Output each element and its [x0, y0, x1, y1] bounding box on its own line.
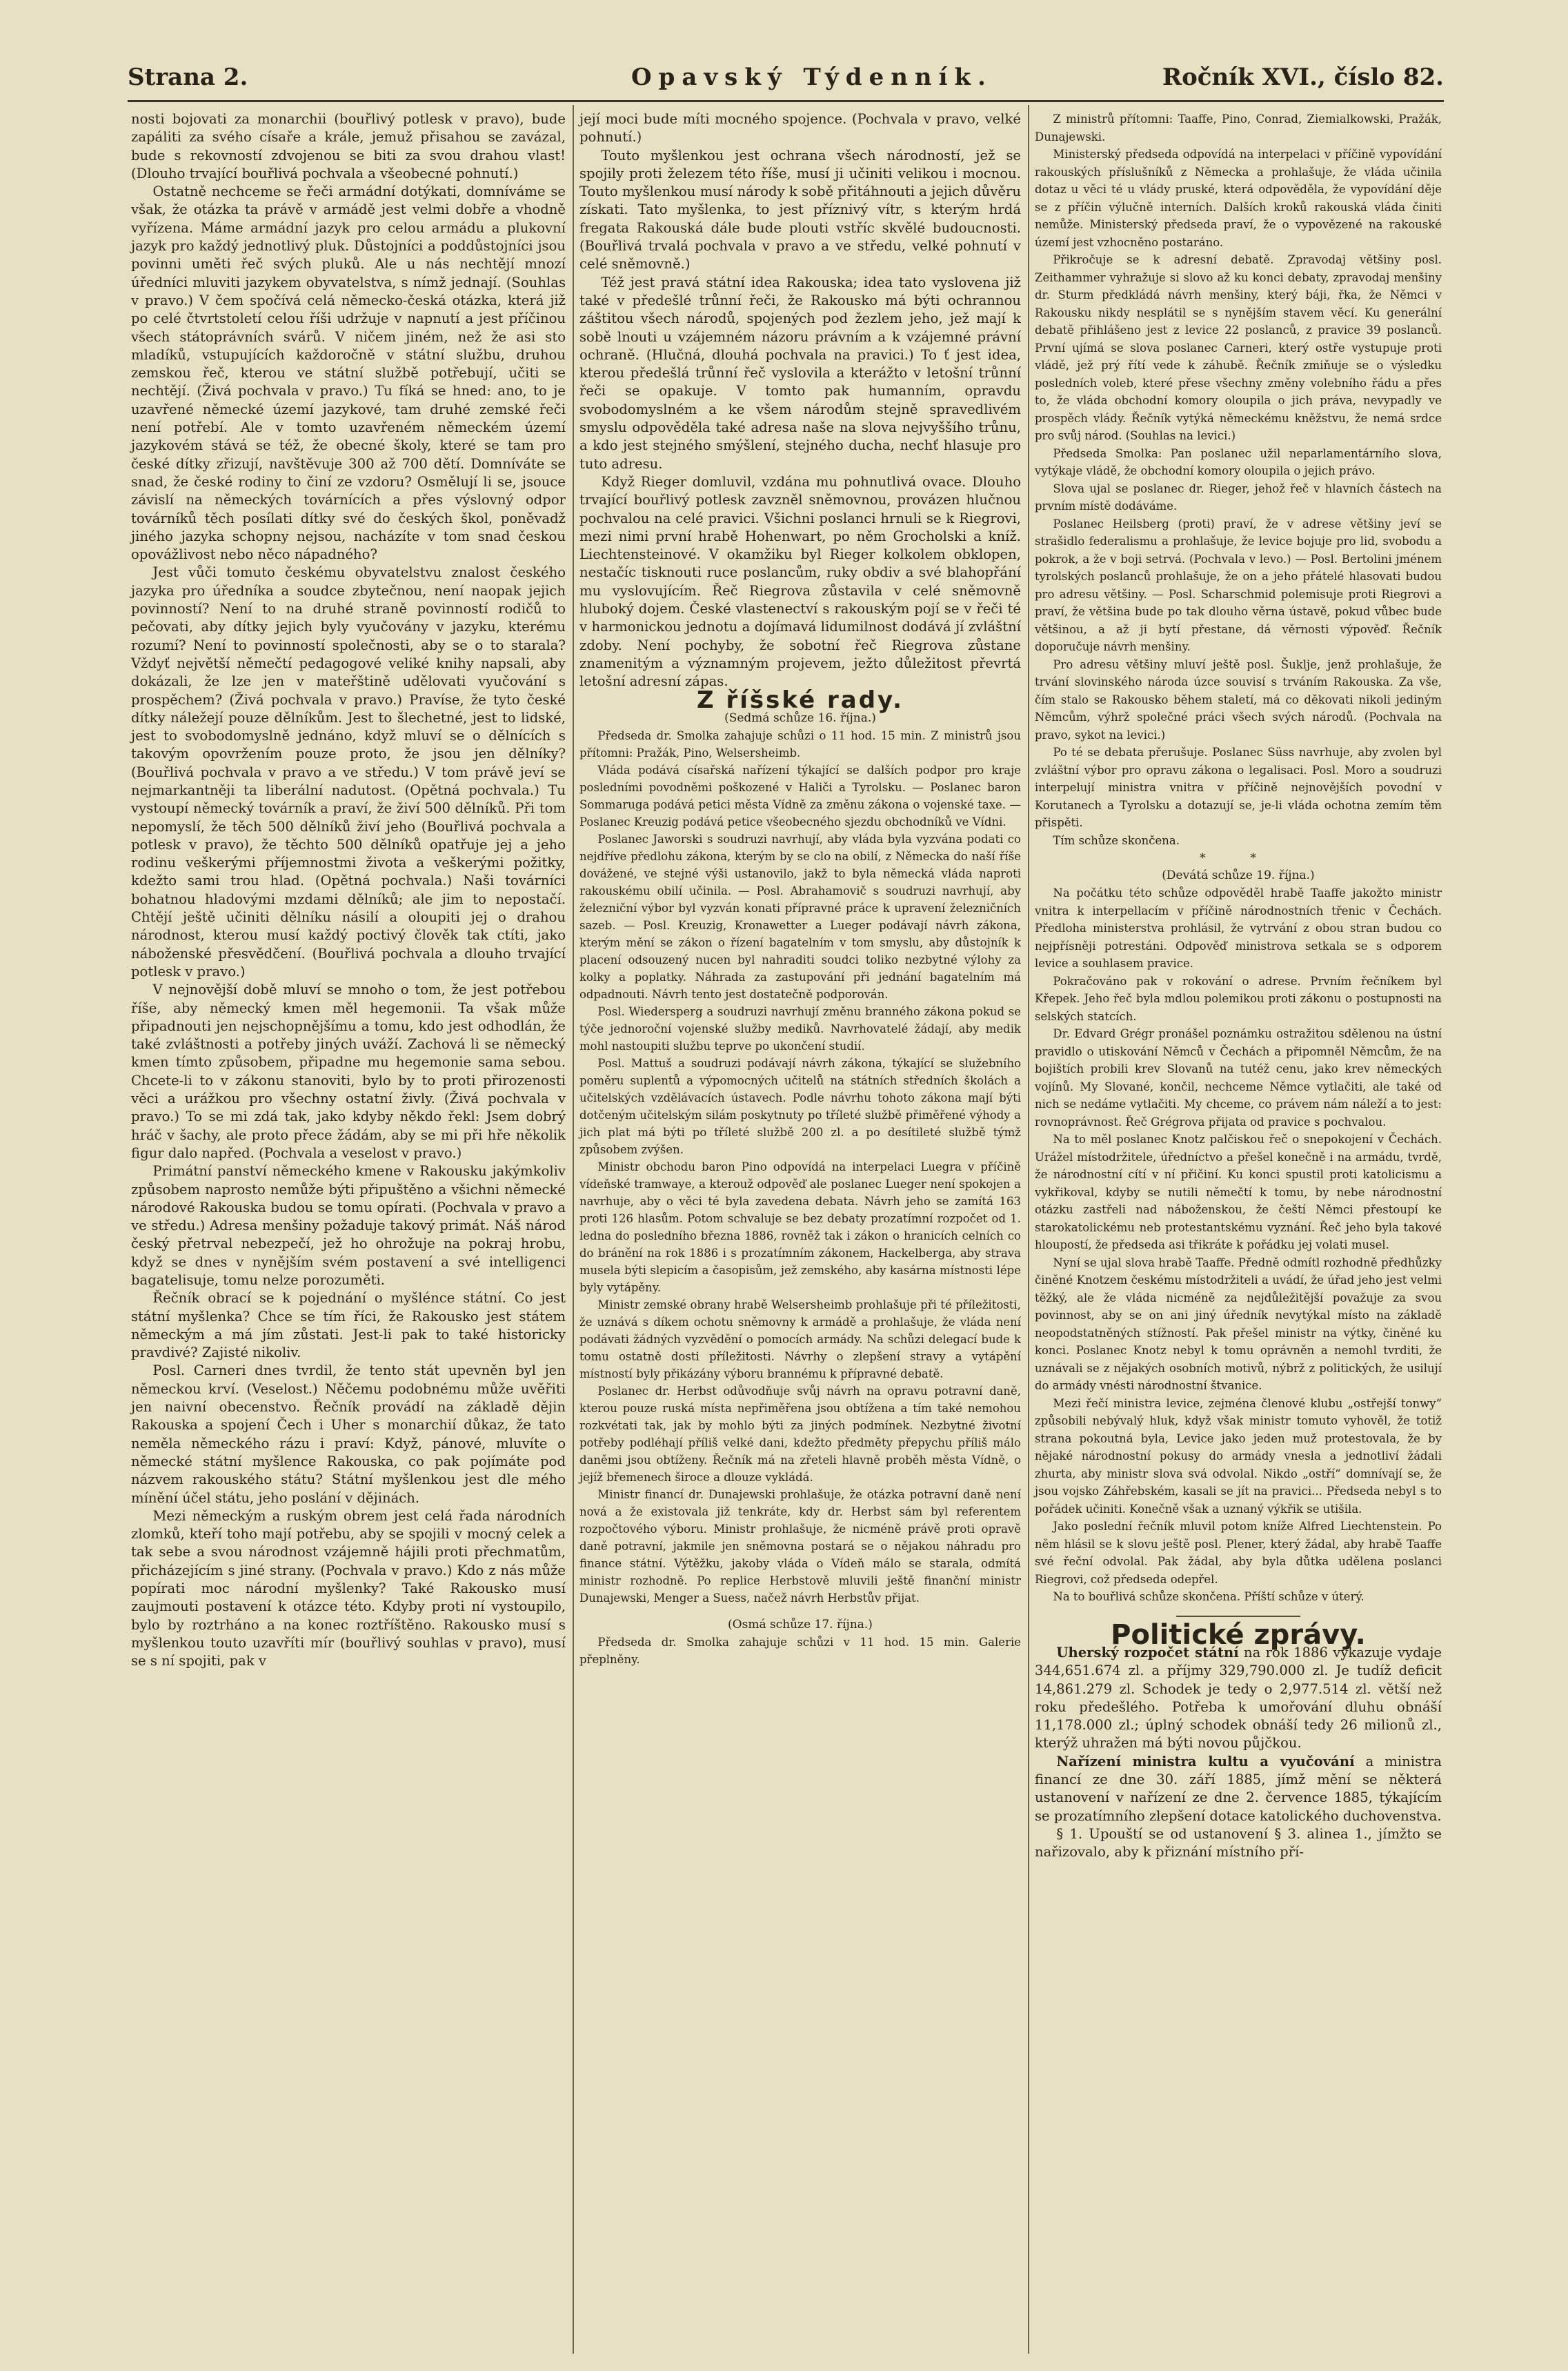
- paragraph: Předseda Smolka: Pan poslanec užil neparlamentárního slova, vytýkaje vládě, že obchodní komory oloupila o jejich právo.: [1035, 446, 1442, 477]
- paragraph: Posl. Carneri dnes tvrdil, že tento stát upevněn byl jen německou krví. (Veselost.) Něčemu podobnému může uvěřiti jen naivní obecenstvo. Řečník provádí na základě dějin Rakouska a spojení Čech i Uher s monarchií důkaz, že tato neměla německého rázu i praví: Když, pánové, mluvíte o německé státní myšlence Rakouska, co pak pojímáte pod názvem rakouského státu? Státní myšlenkou jest dle mého mínění účel státu, jeho poslání v dějinách.: [131, 1362, 566, 1506]
- paragraph: Tím schůze skončena.: [1053, 833, 1180, 847]
- paragraph: Nyní se ujal slova hrabě Taaffe. Předně odmítl rozhodně předhůzky činěné Knotzem českému místodržiteli a uvádí, že úřad jeho jest velmi těžký, ale že vláda nicméně za nejdůležitější považuje za svou povinnost, aby se on ani jiný úředník nevytýkal místo na základě neopodstatněných stížností. Pak přešel ministr na výtky, činěné ku konci. Poslanec Knotz nebyl k tomu oprávněn a nemohl tvrditi, že uznávali se z nějakých osobních motivů, nýbrž z politických, že usilují do armády vnésti národnostní štvanice.: [1035, 1256, 1442, 1392]
- paragraph: [1035, 1644, 1442, 1753]
- column-3: [1035, 110, 1442, 1862]
- paragraph: Ministerský předseda odpovídá na interpelaci v příčině vypovídání rakouských příslušníků z Německa a prohlašuje, že vláda učinila dotaz u věci té u vlády pruské, která odpověděla, že vypovídání děje se z příčin výlučně interních. Dalších kroků rakouská vláda činiti nemůže. Ministerský předseda praví, že o vypovězené na rakouské území jest vzhocněno postaráno.: [1035, 148, 1442, 249]
- section-subtitle-2: (Osmá schůze 17. října.): [728, 1618, 873, 1632]
- paragraph: Ministr zemské obrany hrabě Welsersheimb prohlašuje při té příležitosti, že uznává s díkem ochotu sněmovny k armádě a prohlašuje, že vláda není podávati žádných vyzvědění o pomocích armády. Na schůzi delegací bude k tomu ostatně dosti příležitosti. Návrhy o zlepšení stravy a vytápění místností byly přikázány výboru brannému k přípravné debatě.: [579, 1298, 1021, 1381]
- column-2: [579, 110, 1021, 1668]
- bold-lead: Uherský rozpočet státní: [1056, 1645, 1239, 1660]
- paragraph: Touto myšlenkou jest ochrana všech národností, jež se spojily proti železem této říše, musí ji učiniti velikou i mocnou. Touto myšlenkou musí národy k sobě přitáhnouti a jejich důvěru získati. Tato myšlenka, to jest příznivý vítr, s kterým hrdá fregata Rakouská dále bude plouti vstříc skvělé budoucnosti. (Bouřlivá trvalá pochvala v pravo a ve středu, velké pohnutí v celé sněmovně.): [579, 147, 1021, 272]
- politicke-body: [1035, 1644, 1442, 1862]
- section-separator: * *: [1200, 851, 1277, 864]
- section-subtitle-3: (Devátá schůze 19. října.): [1162, 868, 1315, 882]
- paragraph: Jako poslední řečník mluvil potom kníže Alfred Liechtenstein. Po něm hlásil se k slovu ještě posl. Plener, který žádal, aby hrabě Taaffe své řeční odvolal. Pak žádal, aby byla důtka udělena poslanci Riegrovi, což předseda odepřel.: [1035, 1520, 1442, 1586]
- paragraph: Z ministrů přítomni: Taaffe, Pino, Conrad, Ziemialkowski, Pražák, Dunajewski.: [1035, 112, 1442, 143]
- issue-number: Ročník XVI., číslo 82.: [1162, 63, 1444, 91]
- section-title-politicke: Politické zprávy.: [1111, 1618, 1366, 1651]
- paragraph: nosti bojovati za monarchii (bouřlivý potlesk v pravo), bude zapáliti za svého císaře a krále, jemuž přisahou se zavázal, bude s rekovností zdvojenou se biti za svou drahou vlast! (Dlouho trvající bouřlivá pochvala a všeobecné pohnutí.): [131, 111, 566, 181]
- column-1: [131, 110, 566, 1671]
- column-divider-1: [573, 105, 574, 2354]
- paragraph: Po té se debata přerušuje. Poslanec Süss navrhuje, aby zvolen byl zvláštní výbor pro opravu zákona o legalisaci. Posl. Moro a soudruzi interpelují ministra vnitra v příčině nejnovějších povodní v Korutanech a Tyrolsku a dotazují se, je-li vláda ochotna zemím těm přispěti.: [1035, 746, 1442, 829]
- paragraph: V nejnovější době mluví se mnoho o tom, že jest potřebou říše, aby německý kmen měl hegemonii. Ta však může připadnouti jen nejschopnějšímu a tomu, kdo jest odhodlán, že také zvláštnosti a potřeby jiných uváží. Zachová li se německý kmen tímto způsobem, připadne mu hegemonie sama sebou. Chcete-li to v zákonu stanoviti, bylo by to proti přirozenosti věci a urážkou pro všechny ostatní živly. (Živá pochvala v pravo.) To se mi zdá tak, jako kdyby někdo řekl: Jsem dobrý hráč v šachy, ale proto přece žádám, aby se mi při hře několik figur dalo napřed. (Pochvala a veselost v pravo.): [131, 982, 566, 1161]
- header-rule: [128, 100, 1444, 102]
- paragraph: Přikročuje se k adresní debatě. Zpravodaj většiny posl. Zeithammer vyhražuje si slovo až ku konci debaty, zpravodaj menšiny dr. Sturm předkládá návrh menšiny, který báji, řka, že Němci v Rakousku nikdy nesplátil se s nynějším stavem věcí. Ku generální debatě přihlášeno jest z levice 22 poslanců, z pravice 39 poslanců. První ujímá se slova poslanec Carneri, který ostře vystupuje proti vládě, jež prý řítí vede k záhubě. Řečník zmiňuje se o výsledku posledních voleb, které přese všechny změny volebního řádu a přes to, že vláda obchodní komory oloupila o jich práva, nevypadly ve prospěch vlády. Řečník vytýká německému kněžstvu, že nemá srdce pro svůj národ. (Souhlas na levici.): [1035, 253, 1442, 442]
- paragraph: Dr. Edvard Grégr pronášel poznámku ostražitou sdělenou na ústní pravidlo o utiskování Němců v Čechách a připomněl Němcům, že na bojištích probili krev Slovanů na tutéž cenu, jako krev německých vojínů. My Slované, končil, nechceme Němce vytlačiti, ale také od nich se nedáme vytlačiti. My chceme, co právem nám náleží a to jest: rovnoprávnost. Řeč Grégrova přijata od pravice s pochvalou.: [1035, 1027, 1442, 1129]
- column-divider-2: [1028, 105, 1029, 2354]
- section-title-rada: Z říšské rady.: [697, 686, 904, 714]
- paragraph-text: a ministra financí ze dne 30. září 1885, jímž mění se některá ustanovení v nařízení ze dne 2. července 1885, týkajícím se prozatímního zlepšení dotace katolického duchovenstva.: [1035, 1753, 1442, 1824]
- paragraph: její moci bude míti mocného spojence. (Pochvala v pravo, velké pohnutí.): [579, 111, 1021, 146]
- paragraph: [1035, 1753, 1442, 1825]
- page-number: Strana 2.: [128, 63, 248, 91]
- paragraph: Předseda dr. Smolka zahajuje schůzi v 11 hod. 15 min. Galerie přeplněny.: [579, 1636, 1021, 1667]
- newspaper-title: Opavský Týdenník.: [631, 63, 993, 91]
- paragraph: Ministr financí dr. Dunajewski prohlašuje, že otázka potravní daně není nová a že existovala již tenkráte, kdy dr. Herbst sám byl referentem rozpočtového výboru. Ministr prohlašuje, že nicméně právě proti opravě daně potravní, jakmile jen sněmovna postará se o nějakou náhradu pro finance státní. Výtěžku, jakoby vláda o Vídeň málo se starala, odmítá ministr rozhodně. Po replice Herbstově mluvili ještě finanční ministr Dunajewski, Menger a Suess, načež návrh Herbstův přijat.: [579, 1488, 1021, 1605]
- paragraph: Primátní panství německého kmene v Rakousku jakýmkoliv způsobem naprosto nemůže býti připuštěno a všichni německé národové Rakouska budou se tomu opírati. (Pochvala v pravo a ve středu.) Adresa menšiny požaduje takový primát. Náš národ český přetrval nebezpečí, jež ho ohrožuje na pokraj hrobu, když se dnes v nynějším svém postavení a své intelligenci bagatelisuje, tomu nelze porozuměti.: [131, 1163, 566, 1288]
- paragraph: Jest vůči tomuto českému obyvatelstvu znalost českého jazyka pro úředníka a soudce zbytečnou, není naopak jejich povinností? Není to na druhé straně povinností rodičů to pečovati, aby dítky jejich byly vyučovány v jazyku, kterému rozumí? Není to povinností společnosti, aby se o to starala? Vždyť největší němečtí pedagogové veliké knihy napsali, aby dokázali, že lze jen v mateřštině udělovati vyučování s prospěchem? (Živá pochvala v pravo.) Pravíse, že tyto české dítky náležejí pouze dělníkům. Jest to šlechetné, jest to lidské, jest to svobodomyslně jednáno, když mluví se o dělnících s takovým opovržením pouze proto, že jsou jen dělníky? (Bouřlivá pochvala v pravo a ve středu.) V tom právě jeví se nejmarkantněji ta liberální nadutost. (Opětná pochvala.) Tu vystoupí německý továrník a praví, že živí 500 dělníků. Při tom nepomyslí, že těch 500 dělníků živí jeho (Bouřlivá pochvala a potlesk v pravo), že těchto 500 dělníků opatřuje jej a jeho rodinu veškerými příjemnostmi života a veškerými požitky, kdežto sami trou hlad. (Opětná pochvala.) Naši továrníci bohatnou hladovými mzdami dělníků; ale jim to nepostačí. Chtějí ještě učiniti dělníku násilí a oloupiti jej o drahou národnost, kterou musí každý poctivý člověk tak ctíti, jako náboženské přesvědčení. (Bouřlivá pochvala a dlouho trvající potlesk v pravo.): [131, 564, 566, 980]
- paragraph: Poslanec dr. Herbst odůvodňuje svůj návrh na opravu potravní daně, kterou pouze ruská místa nepřiměřena jsou obtížena a tím také nemohou rozkvétati tak, jak by mohlo býti za jiných podmínek. Nezbytné životní potřeby podléhají příliš velké dani, kdežto předměty přepychu příliš málo daněmi jsou obtíženy. Řečník má na zřeteli hlavně proběh města Vídně, o jejíž břemenech široce a dlouze vykládá.: [579, 1385, 1021, 1485]
- paragraph: Ostatně nechceme se řeči armádní dotýkati, domníváme se však, že otázka ta právě v armádě jest velmi dobře a vhodně vyřízena. Máme armádní jazyk pro celou armádu a plukovní jazyk pro každý jednotlivý pluk. Důstojníci a poddůstojníci jsou povinni uměti řeč svých pluků. Ale u nás nechtějí mnozí úředníci mluviti jazykem obyvatelstva, s nímž jednají. (Souhlas v pravo.) V čem spočívá celá německo-česká otázka, která již po celé čtvrtstoletí celou říši udržuje v napnutí a jest příčinou všech státoprávních svárů. V ničem jiném, než že asi sto mladíků, vstupujících každoročně v státní službu, druhou zemskou řeč, kterou ve státní službě potřebují, učiti se nechtějí. (Živá pochvala v pravo.) Tu fíká se hned: ano, to je uzavřené německé území jazykové, tam druhé zemské řeči není potřebí. Ale v tomto uzavřeném německém území jazykovém stává se též, že obecné školy, které se tam pro české dítky zřizují, navštěvuje 300 až 700 dětí. Domníváte se snad, že české rodiny to činí ze vzdoru? Osmělují li se, jsouce závislí na německých továrnících a přes výslovný odpor továrníků těch posílati dítky své do českých škol, poněvadž jiného jazyka schopny nejsou, nacházíte v tom snad českou opovážlivost nebo něco nápadného?: [131, 183, 566, 563]
- paragraph: Posl. Wiedersperg a soudruzi navrhují změnu branného zákona pokud se týče jednoroční vojenské služby mediků. Navrhovatelé žádají, aby medik mohl nastoupiti službu teprve po ukončení studií.: [579, 1005, 1021, 1053]
- paragraph: Na to bouřlivá schůze skončena. Příští schůze v úterý.: [1053, 1590, 1364, 1603]
- paragraph: Pokračováno pak v rokování o adrese. Prvním řečníkem byl Křepek. Jeho řeč byla mdlou polemikou proti zákonu o postupnosti na selských statcích.: [1035, 974, 1442, 1023]
- paragraph: Pro adresu většiny mluví ještě posl. Šuklje, jenž prohlašuje, že trvání slovinského národa úzce souvisí s trváním Rakouska. Za vše, čím stalo se Rakousko během staletí, má co děkovati nikoli jediným Němcům, výhrž společné práci všech svých národů. (Pochvala na pravo, sykot na levici.): [1035, 657, 1442, 742]
- paragraph: Poslanec Heilsberg (proti) praví, že v adrese většiny jeví se strašidlo federalismu a prohlašuje, že levice bojuje pro lid, svobodu a pokrok, a že v boji setrvá. (Pochvala v levo.) — Posl. Bertolini jménem tyrolských poslanců prohlašuje, že on a jeho přátelé hlasovati budou pro adresu většiny. — Posl. Scharschmid polemisuje proti Riegrovi a praví, že většina bude po tak dlouho věrna ústavě, pokud vůbec bude většinou, a až ji bytí přestane, dá věrnosti výpověď. Řečník doporučuje návrh menšiny.: [1035, 517, 1442, 653]
- paragraph: Řečník obrací se k pojednání o myšlénce státní. Co jest státní myšlenka? Chce se tím říci, že Rakousko jest státem německým a má jím zůstati. Jest-li pak to také historicky pravdivé? Zajisté nikoliv.: [131, 1290, 566, 1361]
- paragraph: Mezi řečí ministra levice, zejména členové klubu „ostřejší tonwy“ způsobili nebývalý hluk, když však ministr tomuto vyhověl, že totiž strana pokoutná byla, Levice jako jeden muž protestovala, že by nějaké národnostní pokusy do armády vnesla a jednotliví žádali zhurta, aby ministr slova svá odvolal. Nikdo „ostří“ domnívají se, že jsou vojsko Záhřebském, kasali se jít na pravici... Předseda nebyl s to pořádek učiniti. Konečně však a uznaný výkřik se utišila.: [1035, 1396, 1442, 1516]
- divider-rule: [1176, 1616, 1300, 1617]
- paragraph: Též jest pravá státní idea Rakouska; idea tato vyslovena již také v předešlé trůnní řeči, že Rakousko má býti ochrannou záštitou všech národů, spojených pod žezlem jeho, jež mají k sobě lnouti u vzájemném názoru právním a k vzájemné právní ochraně. (Hlučná, dlouhá pochvala na pravici.) To ť jest idea, kterou předešlá trůnní řeč vyslovila a kterážto v letošní trůnní řeči se opakuje. V tomto pak humanním, opravdu svobodomyslném a ke všem národům stejně spravedlivém smyslu odpověděla také adresa naše na slova nejvyššího trůnu, a kdo jest stejného smýšlení, stejného ducha, nechť hlasuje pro tuto adresu.: [579, 274, 1021, 472]
- page-header: [128, 63, 1444, 105]
- paragraph: Mezi německým a ruským obrem jest celá řada národních zlomků, kteří toho mají potřebu, aby se spojili v mocný celek a tak sebe a svou národnost vzájemně hájili proti přechmatům, přicházejícím s jiné strany. (Pochvala v pravo.) Kdo z nás může popírati moc národní myšlenky? Také Rakousko musí zaujmouti postavení k otázce této. Kdyby proti ní vystoupilo, bylo by roztrháno a na konec roztříštěno. Rakousko musí s myšlenkou touto uzavříti mír (bouřlivý souhlas v pravo), musí se s ní spojiti, pak v: [131, 1507, 566, 1669]
- paragraph: § 1. Upouští se od ustanovení § 3. alinea 1., jímžto se nařizovalo, aby k přiznání místního pří-: [1035, 1825, 1442, 1861]
- paragraph: Posl. Mattuš a soudruzi podávají návrh zákona, týkající se služebního poměru suplentů a výpomocných učitelů na státních středních školách a učitelských vzdělávacích ústavech. Podle návrhu tohoto zákona mají býti dotčeným učitelským silám poskytnuty po tříleté službě přiměřené výhody a jich plat má býti po tříleté službě 200 zl. a po desítileté službě týmž způsobem zvýšen.: [579, 1057, 1021, 1157]
- section-rada-body: [579, 727, 1021, 1668]
- paragraph: Na to měl poslanec Knotz palčiskou řeč o snepokojení v Čechách. Urážel místodržitele, úředníctvo a přešel konečně i na armádu, tvrdě, že národnostní cítí v ní přičiní. Ku konci spustil proti katolicismu a vykřikoval, kdyby se nutili němečtí k tomu, by nebe národnostní otázku zastřeli nad náboženskou, že čeští Němci přestoupí ke starokatolickému neb protestantskému vyznání. Řeč jeho byla takové hloupostí, že předseda asi třikráte k pořádku jej volati musel.: [1035, 1133, 1442, 1251]
- bold-lead: Nařízení ministra kultu a vyučování: [1056, 1753, 1355, 1769]
- paragraph: Vláda podává císařská nařízení týkající se dalších podpor pro kraje posledními povodněmi poškozené v Haliči a Tyrolsku. — Poslanec baron Sommaruga podává petici města Vídně za změnu zákona o vojenské taxe. — Poslanec Kreuzig podává petice všeobecného sjezdu obchodníků ve Vídni.: [579, 764, 1021, 829]
- paragraph: Předseda dr. Smolka zahajuje schůzi o 11 hod. 15 min. Z ministrů jsou přítomni: Pražák, Pino, Welsersheimb.: [579, 729, 1021, 760]
- paragraph: Ministr obchodu baron Pino odpovídá na interpelaci Luegra v příčině vídeňské tramwaye, a kterouž odpověď ale poslanec Lueger není spokojen a navrhuje, aby o věci té byla zavedena debata. Návrh jeho se zamítá 163 proti 126 hlasům. Potom schvaluje se bez debaty prozatímní rozpočet od 1. ledna do posledního března 1886, rovněž tak i zákon o hranicích celních co do bránění na rok 1886 i s prozatímním zákonem, Hackelberga, aby strava musela býti slepicím a časopisům, jež zemského, aby kasárna místnosti lépe byly vytápěny.: [579, 1160, 1021, 1295]
- paragraph: Poslanec Jaworski s soudruzi navrhují, aby vláda byla vyzvána podati co nejdříve předlohu zákona, kterým by se clo na obilí, z Německa do naší říše dovážené, ve stejné výši ustanovilo, jakž to byla německá vláda naproti rakouskému obilí učinila. — Posl. Abrahamovič s soudruzi navrhují, aby železniční výbor byl vyzván konati přípravné práce k upravení železničních sazeb. — Posl. Kreuzig, Kronawetter a Lueger podávají návrh zákona, kterým mění se zákon o řízení bagatelním v tom smyslu, aby důstojník k placení odsouzený nucen byl nahraditi soudci toliko nezbytné výlohy za kolky a poplatky. Náhrada za zastupování při jednání bagatelním má odpadnouti. Návrh tento jest dostatečně podporován.: [579, 833, 1021, 1002]
- paragraph: Když Rieger domluvil, vzdána mu pohnutlivá ovace. Dlouho trvající bouřlivý potlesk zavzněl sněmovnou, provázen hlučnou pochvalou na celé pravici. Všichni poslanci hrnuli se k Riegrovi, mezi nimi první hrabě Hohenwart, po něm Grocholski a kníž. Liechtensteinové. V okamžiku byl Rieger kolkolem obklopen, nestačíc tisknouti ruce poslancům, ruky obdiv a své blahopřání mu vyslovujícím. Řeč Riegrova zůstavila v celé sněmovně hluboký dojem. České vlastenectví s rakouským pojí se v řeči té v harmonickou jednotu a dojímavá lidumilnost dodává jí zvláštní zdoby. Není pochyby, že sobotní řeč Riegrova zůstane znamenitým a významným projevem, ježto důležitost převrtá letošní adresní zápas.: [579, 473, 1021, 690]
- section-subtitle: (Sedmá schůze 16. října.): [724, 711, 876, 725]
- paragraph: Slova ujal se poslanec dr. Rieger, jehož řeč v hlavních částech na prvním místě dodáváme.: [1035, 482, 1442, 513]
- paragraph-text: na rok 1886 vykazuje vydaje 344,651.674 zl. a příjmy 329,790.000 zl. Je tudíž deficit 14,861.279 zl. Schodek je tedy o 2,977.514 zl. větší než roku předešlého. Potřeba k umořování dluhu obnáší 11,178.000 zl.; úplný schodek obnáší tedy 26 milionů zl., kterýž uhražen má býti novou půjčkou.: [1035, 1645, 1442, 1752]
- paragraph: Na počátku této schůze odpověděl hrabě Taaffe jakožto ministr vnitra k interpellacím v příčině národnostních třenic v Čechách. Předloha ministerstva prohlásil, že vytrvání z obou stran budou co nejpřísněji potrestáni. Odpověď ministrova setkala se s odporem levice a souhlasem pravice.: [1035, 886, 1442, 970]
